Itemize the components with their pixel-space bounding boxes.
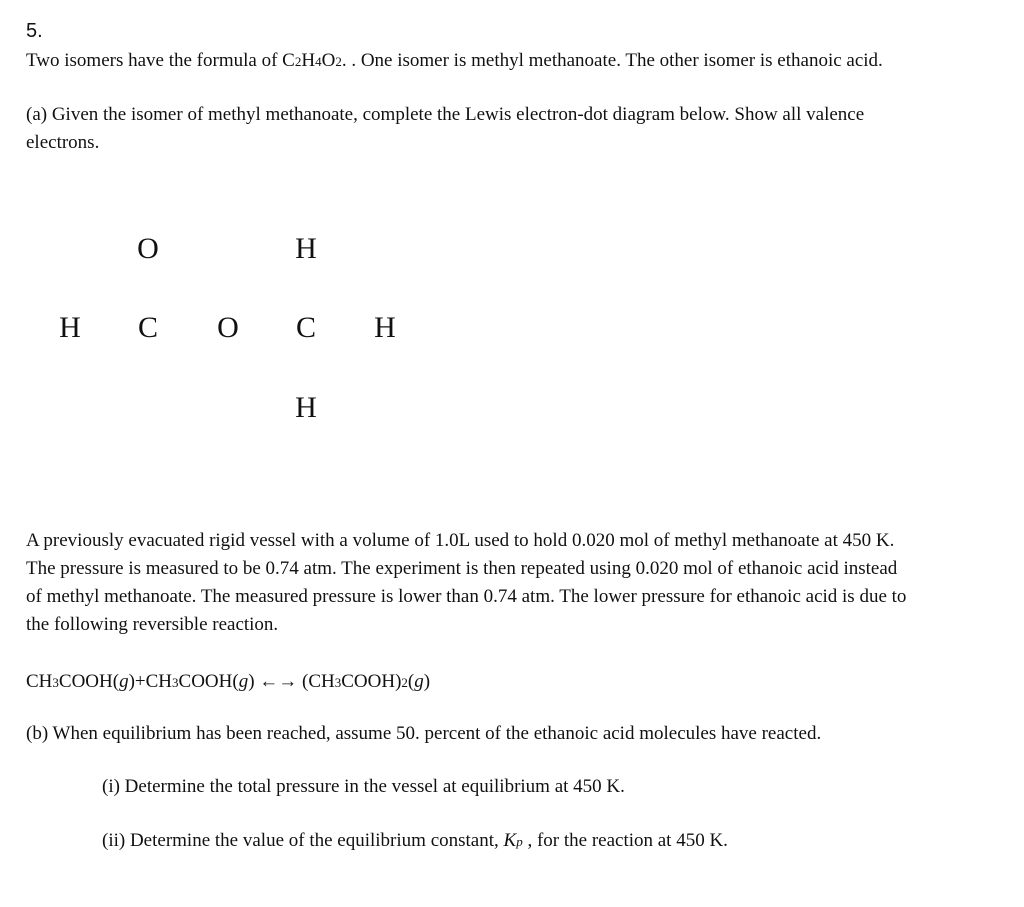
context-paragraph-line-4: the following reversible reaction. [26, 614, 279, 635]
atom-hydrogen-bottom: H [295, 391, 317, 424]
eq-sub: 3 [172, 675, 179, 690]
atom-carbon-2: C [295, 311, 317, 344]
part-b-ii-prompt [102, 827, 728, 856]
eq-part: )+CH [128, 671, 173, 692]
eq-part: COOH( [178, 671, 239, 692]
intro-sub-3: 2 [335, 54, 342, 69]
question-intro [26, 47, 883, 76]
context-paragraph-line-2: The pressure is measured to be 0.74 atm. The experiment is then repeated using 0.020 mol of ethanoic acid instead [26, 558, 898, 579]
eq-sub: 3 [52, 675, 59, 690]
eq-part: ) [423, 671, 431, 692]
eq-part: CH [26, 671, 53, 692]
eq-phase: g [238, 671, 249, 692]
part-b-ii-text-2: , for the reaction at 450 K. [522, 830, 728, 851]
eq-sub: 2 [401, 675, 408, 690]
intro-text-4: . . One isomer is methyl methanoate. The other isomer is ethanoic acid. [341, 50, 883, 71]
question-number: 5. [26, 20, 43, 42]
intro-text-3: O [321, 50, 336, 71]
kp-subscript: p [516, 834, 523, 849]
kp-symbol: K [503, 830, 517, 851]
atom-hydrogen-left: H [59, 311, 81, 344]
atom-oxygen-middle: O [217, 311, 239, 344]
reaction-equation [26, 668, 430, 697]
atom-hydrogen-right: H [374, 311, 396, 344]
context-paragraph-line-1: A previously evacuated rigid vessel with a volume of 1.0L used to hold 0.020 mol of methyl methanoate at 450 K. [26, 530, 895, 551]
part-b-prompt: (b) When equilibrium has been reached, assume 50. percent of the ethanoic acid molecules have reacted. [26, 723, 822, 744]
eq-part: ( [407, 671, 415, 692]
intro-sub-1: 2 [294, 54, 302, 69]
eq-sub: 3 [334, 675, 342, 690]
eq-phase: g [119, 671, 129, 692]
eq-part: ) ←→ (CH [248, 671, 335, 692]
atom-hydrogen-top: H [295, 232, 317, 265]
atom-carbon-1: C [137, 311, 159, 344]
eq-phase: g [414, 671, 424, 692]
part-b-ii-text-1: (ii) Determine the value of the equilibrium constant, [102, 830, 504, 851]
atom-oxygen-top: O [137, 232, 159, 265]
eq-part: COOH( [58, 671, 120, 692]
intro-sub-2: 4 [315, 54, 322, 69]
intro-text-2: H [301, 50, 316, 71]
eq-part: COOH) [341, 671, 402, 692]
part-b-i-prompt: (i) Determine the total pressure in the vessel at equilibrium at 450 K. [102, 776, 625, 797]
part-a-prompt-line-2: electrons. [26, 132, 100, 153]
part-a-prompt-line-1: (a) Given the isomer of methyl methanoate, complete the Lewis electron-dot diagram below. Show all valence [26, 104, 865, 125]
intro-text-1: Two isomers have the formula of C [26, 50, 295, 71]
context-paragraph-line-3: of methyl methanoate. The measured pressure is lower than 0.74 atm. The lower pressure for ethanoic acid is due to [26, 586, 907, 607]
